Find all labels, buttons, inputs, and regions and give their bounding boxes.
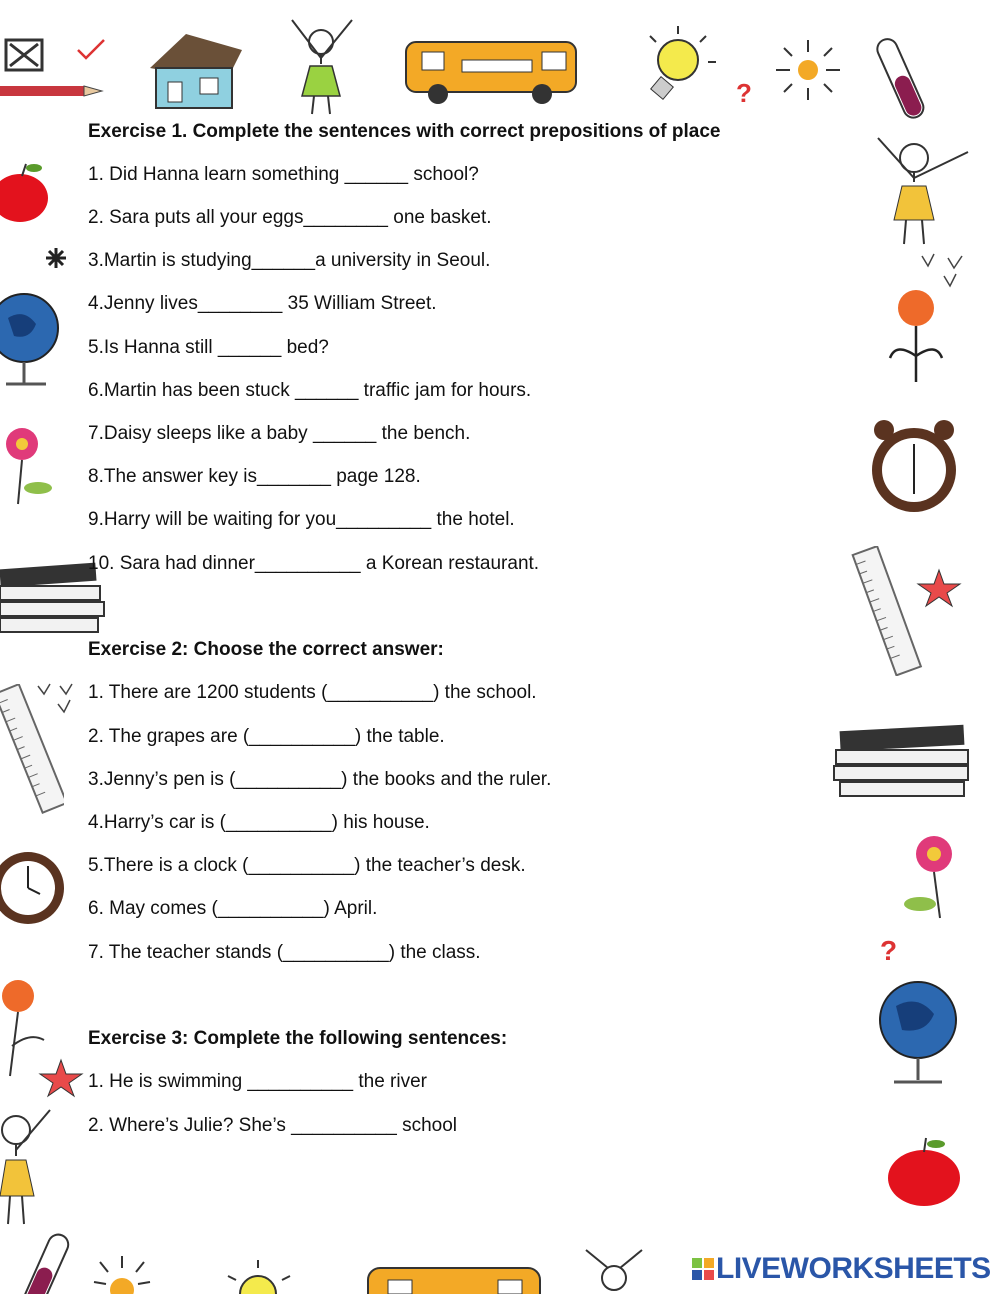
question-mark-icon xyxy=(878,934,900,966)
girl-icon xyxy=(0,1104,56,1230)
checkbox-icon xyxy=(2,36,50,76)
lightbulb-icon xyxy=(214,1256,304,1294)
exercise-1-item: 8.The answer key is_______ page 128. xyxy=(88,466,421,487)
apple-icon xyxy=(884,1134,966,1208)
exercise-2-item: 1. There are 1200 students (__________) the school. xyxy=(88,682,537,703)
house-icon xyxy=(146,28,246,112)
apple-icon xyxy=(0,158,52,226)
alarm-clock-icon xyxy=(0,826,74,946)
exercise-1-heading: Exercise 1. Complete the sentences with correct prepositions of place xyxy=(88,121,721,142)
logo-text: LIVEWORKSHEETS xyxy=(716,1252,991,1285)
svg-text:?: ? xyxy=(880,935,898,966)
exercise-2-item: 7. The teacher stands (__________) the class. xyxy=(88,942,481,963)
exercise-1-item: 6.Martin has been stuck ______ traffic jam for hours. xyxy=(88,380,532,401)
exercise-2-item: 5.There is a clock (__________) the teacher’s desk. xyxy=(88,855,526,876)
exercise-3-item: 2. Where’s Julie? She’s __________ school xyxy=(88,1115,457,1136)
books-icon xyxy=(830,722,974,802)
bus-icon xyxy=(402,36,580,106)
star-icon xyxy=(38,1058,84,1098)
pencil-icon xyxy=(0,80,104,102)
exercise-2-item: 6. May comes (__________) April. xyxy=(88,898,378,919)
exercise-1-item: 3.Martin is studying______a university in Seoul. xyxy=(88,250,491,271)
exercise-2-item: 3.Jenny’s pen is (__________) the books and the ruler. xyxy=(88,769,552,790)
liveworksheets-logo[interactable] xyxy=(692,1252,991,1286)
exercise-3-heading: Exercise 3: Complete the following sentences: xyxy=(88,1028,508,1049)
star-icon xyxy=(44,246,68,270)
star-icon xyxy=(916,568,962,608)
exercise-2-item: 4.Harry’s car is (__________) his house. xyxy=(88,812,430,833)
sun-icon xyxy=(768,36,848,106)
exercise-2-item: 2. The grapes are (__________) the table. xyxy=(88,726,445,747)
exercise-1-item: 10. Sara had dinner__________ a Korean restaurant. xyxy=(88,553,540,574)
check-mark-icon xyxy=(74,36,108,62)
test-tube-icon xyxy=(870,32,934,132)
exercise-1-item: 2. Sara puts all your eggs________ one basket. xyxy=(88,207,492,228)
bus-icon xyxy=(364,1264,544,1294)
flower-icon xyxy=(886,282,950,386)
exercise-1-item: 7.Daisy sleeps like a baby ______ the bench. xyxy=(88,423,471,444)
ruler-icon xyxy=(848,546,930,676)
globe-icon xyxy=(872,976,966,1088)
girl-icon xyxy=(578,1248,648,1294)
exercise-3-item: 1. He is swimming __________ the river xyxy=(88,1071,428,1092)
girl-icon xyxy=(870,128,974,248)
alarm-clock-icon xyxy=(856,406,970,524)
exercise-2-heading: Exercise 2: Choose the correct answer: xyxy=(88,639,444,660)
girl-icon xyxy=(284,14,358,118)
exercise-1-item: 4.Jenny lives________ 35 William Street. xyxy=(88,293,437,314)
sun-icon xyxy=(86,1252,156,1294)
question-mark-icon xyxy=(734,78,754,108)
svg-text:?: ? xyxy=(736,78,752,108)
lightbulb-icon xyxy=(626,20,726,106)
globe-icon xyxy=(0,288,68,400)
flower-icon xyxy=(0,418,56,508)
ruler-icon xyxy=(0,684,64,814)
logo-grid-icon xyxy=(692,1258,714,1280)
exercise-1-item: 9.Harry will be waiting for you_________ the hotel. xyxy=(88,509,515,530)
exercise-1-item: 1. Did Hanna learn something ______ school? xyxy=(88,164,479,185)
test-tube-icon xyxy=(6,1232,86,1294)
flower-icon xyxy=(900,832,966,922)
exercise-1-item: 5.Is Hanna still ______ bed? xyxy=(88,337,329,358)
